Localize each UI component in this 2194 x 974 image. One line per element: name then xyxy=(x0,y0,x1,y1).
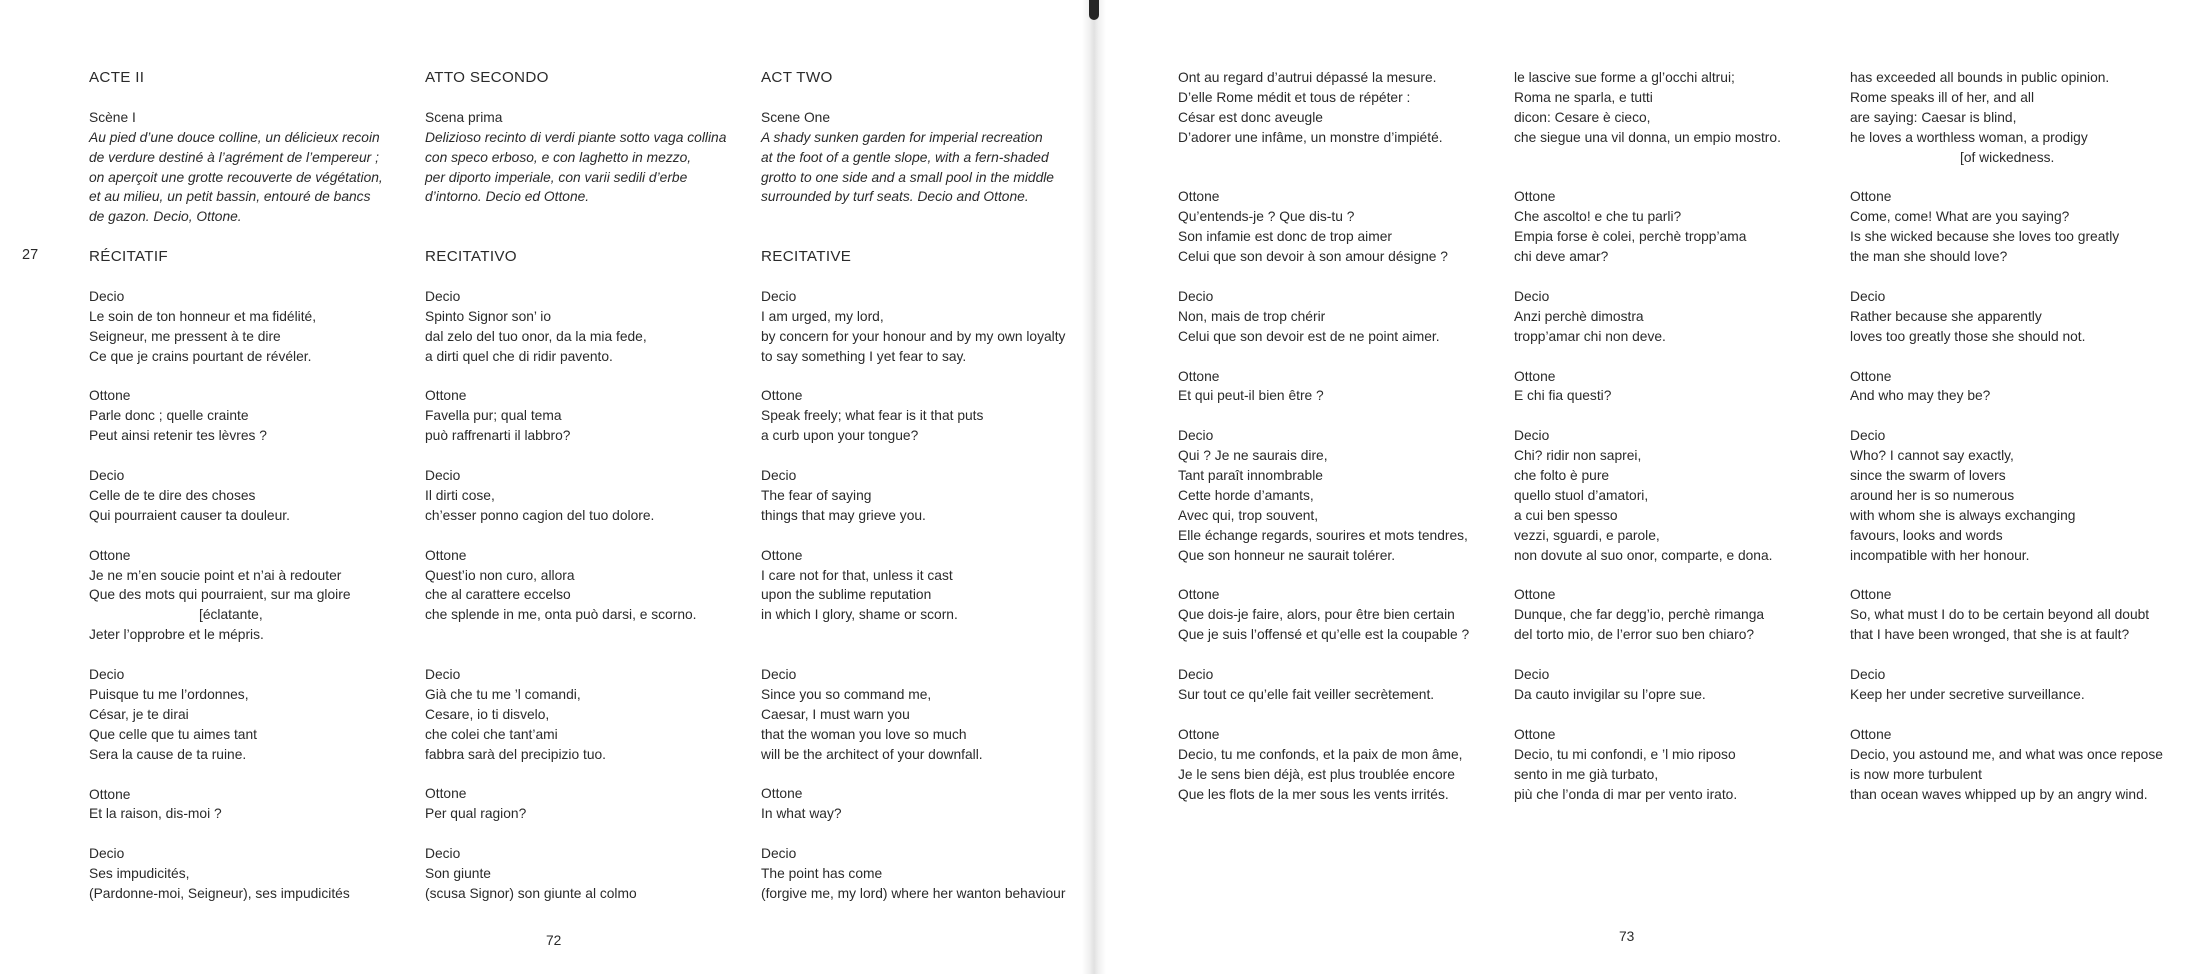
text-line: non dovute al suo onor, comparte, e dona. xyxy=(1514,547,1773,563)
text-line: a dirti quel che di ridir pavento. xyxy=(425,348,613,364)
line-gap xyxy=(1514,566,1854,586)
text-line: Scena prima xyxy=(425,109,503,125)
line-gap xyxy=(761,526,1090,546)
text-line: Ottone xyxy=(761,786,803,802)
text-line: Scène I xyxy=(89,109,136,125)
text-line: So, what must I do to be certain beyond all doubt xyxy=(1850,607,2150,623)
text-line: Ottone xyxy=(89,547,131,563)
text-line: at the foot of a gentle slope, with a fern-shaded xyxy=(761,149,1049,165)
text-line: Is she wicked because she loves too greatly xyxy=(1850,229,2120,245)
text-line: I care not for that, unless it cast xyxy=(761,567,953,583)
text-line: Delizioso recinto di verdi piante sotto vaga collina xyxy=(425,129,727,145)
text-line: he loves a worthless woman, a prodigy xyxy=(1850,129,2088,145)
text-line: to say something I yet fear to say. xyxy=(761,348,967,364)
text-line: con speco erboso, e con laghetto in mezzo, xyxy=(425,149,692,165)
line-gap xyxy=(1178,168,1518,188)
line-gap xyxy=(89,267,429,287)
text-line: [éclatante, xyxy=(199,607,263,623)
line-gap xyxy=(425,446,765,466)
text-line: sento in me già turbato, xyxy=(1514,766,1659,782)
text-line: dal zelo del tuo onor, da la mia fede, xyxy=(425,328,647,344)
section-heading: ACT TWO xyxy=(761,69,833,86)
line-gap xyxy=(89,526,429,546)
text-line: The fear of saying xyxy=(761,487,872,503)
text-line: that I have been wronged, that she is at fault? xyxy=(1850,627,2130,643)
line-gap xyxy=(761,267,1090,287)
text-line: ch’esser ponno cagion del tuo dolore. xyxy=(425,507,655,523)
line-gap xyxy=(425,88,765,108)
line-gap xyxy=(1514,148,1854,168)
text-line: Puisque tu me l’ordonnes, xyxy=(89,686,249,702)
text-line: Ottone xyxy=(1850,587,1892,603)
text-line: Ottone xyxy=(89,786,131,802)
text-line: Que les flots de la mer sous les vents irrités. xyxy=(1178,786,1449,802)
text-line: César, je te dirai xyxy=(89,706,189,722)
text-line: Che ascolto! e che tu parli? xyxy=(1514,209,1682,225)
text-line: Qui ? Je ne saurais dire, xyxy=(1178,448,1328,464)
line-gap xyxy=(761,625,1090,645)
text-line: Per qual ragion? xyxy=(425,806,527,822)
text-line: (forgive me, my lord) where her wanton behaviour xyxy=(761,885,1066,901)
line-gap xyxy=(425,765,765,785)
text-line: Empia forse è colei, perchè tropp’ama xyxy=(1514,229,1747,245)
text-line: the man she should love? xyxy=(1850,249,2008,265)
text-line: Tant paraît innombrable xyxy=(1178,468,1323,484)
text-line: Qu’entends-je ? Que dis-tu ? xyxy=(1178,209,1355,225)
line-gap xyxy=(1178,645,1518,665)
line-gap xyxy=(89,446,429,466)
text-line: Decio xyxy=(1514,667,1550,683)
line-gap xyxy=(761,824,1090,844)
text-line: Decio xyxy=(761,288,797,304)
text-line: Avec qui, trop souvent, xyxy=(1178,507,1319,523)
text-line: Decio xyxy=(1850,288,1886,304)
text-line: Ottone xyxy=(1850,368,1892,384)
left-page xyxy=(0,0,1090,974)
italian-column xyxy=(425,68,765,904)
text-line: de verdure destiné à l’agrément de l’empereur ; xyxy=(89,149,379,165)
text-line: D’adorer une infâme, un monstre d’impiété. xyxy=(1178,129,1443,145)
text-line: più che l’onda di mar per vento irato. xyxy=(1514,786,1738,802)
english-column xyxy=(761,68,1090,904)
italian-column xyxy=(1514,68,1854,804)
text-line: Rather because she apparently xyxy=(1850,308,2042,324)
track-number: 27 xyxy=(22,247,39,263)
text-line: può raffrenarti il labbro? xyxy=(425,428,571,444)
text-line: Decio xyxy=(89,288,125,304)
text-line: [of wickedness. xyxy=(1960,149,2055,165)
text-line: Favella pur; qual tema xyxy=(425,408,562,424)
text-line: in which I glory, shame or scorn. xyxy=(761,607,958,623)
text-line: The point has come xyxy=(761,866,883,882)
text-line: surrounded by turf seats. Decio and Ottone. xyxy=(761,189,1029,205)
text-line: D’elle Rome médit et tous de répéter : xyxy=(1178,89,1411,105)
text-line: Ottone xyxy=(1514,368,1556,384)
line-gap xyxy=(1850,406,2190,426)
text-line: d’intorno. Decio ed Ottone. xyxy=(425,189,590,205)
text-line: Rome speaks ill of her, and all xyxy=(1850,89,2035,105)
text-line: will be the architect of your downfall. xyxy=(761,746,983,762)
text-line: Decio xyxy=(1178,288,1214,304)
text-line: Decio xyxy=(1178,428,1214,444)
text-line: Who? I cannot say exactly, xyxy=(1850,448,2014,464)
line-gap xyxy=(1514,267,1854,287)
line-gap xyxy=(1514,406,1854,426)
text-line: quello stuol d’amatori, xyxy=(1514,487,1649,503)
text-line: fabbra sarà del precipizio tuo. xyxy=(425,746,606,762)
line-gap xyxy=(1178,347,1518,367)
text-line: (Pardonne-moi, Seigneur), ses impudicités xyxy=(89,886,350,902)
text-line: Qui pourraient causer ta douleur. xyxy=(89,507,290,523)
text-line: Ottone xyxy=(761,547,803,563)
line-gap xyxy=(425,645,765,665)
text-line: has exceeded all bounds in public opinion. xyxy=(1850,70,2110,85)
line-gap xyxy=(1514,705,1854,725)
page-number: 73 xyxy=(1619,929,1635,944)
text-line: Je ne m’en soucie point et n’ai à redouter xyxy=(89,567,342,583)
text-line: Ce que je crains pourtant de révéler. xyxy=(89,348,312,364)
text-line: In what way? xyxy=(761,806,842,822)
line-gap xyxy=(89,824,429,844)
line-gap xyxy=(425,824,765,844)
text-line: Que dois-je faire, alors, pour être bien certain xyxy=(1178,607,1455,623)
line-gap xyxy=(425,267,765,287)
text-line: vezzi, sguardi, e parole, xyxy=(1514,527,1660,543)
text-line: Elle échange regards, sourires et mots tendres, xyxy=(1178,527,1468,543)
line-gap xyxy=(425,625,765,645)
text-line: favours, looks and words xyxy=(1850,527,2003,543)
text-line: Son giunte xyxy=(425,866,491,882)
text-line: Since you so command me, xyxy=(761,686,932,702)
text-line: Decio, you astound me, and what was once repose xyxy=(1850,746,2163,762)
text-line: on aperçoit une grotte recouverte de végétation, xyxy=(89,169,383,185)
text-line: tropp’amar chi non deve. xyxy=(1514,328,1666,344)
line-gap xyxy=(761,446,1090,466)
line-gap xyxy=(1178,148,1518,168)
binding-mark xyxy=(1089,0,1099,20)
text-line: Seigneur, me pressent à te dire xyxy=(89,328,281,344)
line-gap xyxy=(1178,566,1518,586)
text-line: Roma ne sparla, e tutti xyxy=(1514,89,1653,105)
line-gap xyxy=(761,765,1090,785)
text-line: Ottone xyxy=(1178,726,1220,742)
text-line: Decio xyxy=(1514,428,1550,444)
text-line: Ottone xyxy=(425,388,467,404)
text-line: Jeter l’opprobre et le mépris. xyxy=(89,627,264,643)
line-gap xyxy=(1850,566,2190,586)
text-line: Cesare, io ti disvelo, xyxy=(425,706,550,722)
text-line: Chi? ridir non saprei, xyxy=(1514,448,1642,464)
section-heading: ACTE II xyxy=(89,69,145,86)
text-line: Et qui peut-il bien être ? xyxy=(1178,388,1324,404)
text-line: things that may grieve you. xyxy=(761,507,926,523)
text-line: Ottone xyxy=(1514,587,1556,603)
line-gap xyxy=(1178,406,1518,426)
text-line: by concern for your honour and by my own loyalty xyxy=(761,328,1066,344)
text-line: A shady sunken garden for imperial recreation xyxy=(761,129,1043,145)
text-line: (scusa Signor) son giunte al colmo xyxy=(425,885,637,901)
line-gap xyxy=(1850,168,2190,188)
text-line: César est donc aveugle xyxy=(1178,109,1323,125)
text-line: Decio xyxy=(89,667,125,683)
text-line: Celle de te dire des choses xyxy=(89,487,256,503)
text-line: a cui ben spesso xyxy=(1514,507,1618,523)
text-line: Ottone xyxy=(761,388,803,404)
text-line: loves too greatly those she should not. xyxy=(1850,328,2086,344)
text-line: Decio xyxy=(761,846,797,862)
section-heading: RECITATIVE xyxy=(761,248,852,266)
text-line: Decio xyxy=(425,667,461,683)
text-line: Decio xyxy=(89,846,125,862)
line-gap xyxy=(425,526,765,546)
text-line: Ont au regard d’autrui dépassé la mesure. xyxy=(1178,70,1437,85)
text-line: Ottone xyxy=(425,786,467,802)
text-line: incompatible with her honour. xyxy=(1850,547,2030,563)
text-line: che siegue una vil donna, un empio mostro. xyxy=(1514,129,1781,145)
text-line: Decio xyxy=(1850,428,1886,444)
line-gap xyxy=(89,765,429,785)
text-line: since the swarm of lovers xyxy=(1850,468,2006,484)
text-line: Anzi perchè dimostra xyxy=(1514,308,1644,324)
french-column xyxy=(89,68,429,904)
text-line: Celui que son devoir est de ne point aimer. xyxy=(1178,328,1440,344)
line-gap xyxy=(89,88,429,108)
text-line: Decio xyxy=(425,288,461,304)
text-line: Sera la cause de ta ruine. xyxy=(89,746,247,762)
text-line: et au milieu, un petit bassin, entouré de bancs xyxy=(89,189,371,205)
text-line: Decio xyxy=(1178,667,1214,683)
french-column xyxy=(1178,68,1518,804)
text-line: And who may they be? xyxy=(1850,388,1991,404)
text-line: upon the sublime reputation xyxy=(761,587,932,603)
line-gap xyxy=(761,367,1090,387)
text-line: Sur tout ce qu’elle fait veiller secrètement. xyxy=(1178,686,1435,702)
section-heading: ATTO SECONDO xyxy=(425,69,549,86)
text-line: Ses impudicités, xyxy=(89,866,190,882)
text-line: around her is so numerous xyxy=(1850,487,2015,503)
line-gap xyxy=(89,367,429,387)
text-line: Decio xyxy=(761,468,797,484)
line-gap xyxy=(1514,347,1854,367)
text-line: Ottone xyxy=(1178,189,1220,205)
text-line: Ottone xyxy=(1514,189,1556,205)
text-line: Que je suis l’offensé et qu’elle est la coupable ? xyxy=(1178,627,1470,643)
text-line: che colei che tant’ami xyxy=(425,726,558,742)
text-line: Parle donc ; quelle crainte xyxy=(89,408,249,424)
text-line: Le soin de ton honneur et ma fidélité, xyxy=(89,308,317,324)
text-line: Ottone xyxy=(1178,368,1220,384)
text-line: per diporto imperiale, con varii sedili d’erbe xyxy=(425,169,688,185)
line-gap xyxy=(89,645,429,665)
text-line: Decio, tu me confonds, et la paix de mon âme, xyxy=(1178,746,1463,762)
text-line: Dunque, che far degg’io, perchè rimanga xyxy=(1514,607,1765,623)
text-line: a curb upon your tongue? xyxy=(761,428,919,444)
text-line: Peut ainsi retenir tes lèvres ? xyxy=(89,428,267,444)
line-gap xyxy=(89,227,429,247)
english-column xyxy=(1850,68,2190,804)
text-line: Que des mots qui pourraient, sur ma gloire xyxy=(89,587,351,603)
text-line: che folto è pure xyxy=(1514,468,1610,484)
text-line: with whom she is always exchanging xyxy=(1850,507,2076,523)
text-line: Ottone xyxy=(425,547,467,563)
text-line: Il dirti cose, xyxy=(425,487,495,503)
text-line: than ocean waves whipped up by an angry wind. xyxy=(1850,786,2148,802)
line-gap xyxy=(1850,645,2190,665)
text-line: Spinto Signor son’ io xyxy=(425,308,552,324)
text-line: Già che tu me ’l comandi, xyxy=(425,686,581,702)
line-gap xyxy=(1850,267,2190,287)
text-line: E chi fia questi? xyxy=(1514,388,1612,404)
line-gap xyxy=(1178,267,1518,287)
section-heading: RÉCITATIF xyxy=(89,248,168,266)
text-line: che al carattere eccelso xyxy=(425,587,571,603)
text-line: are saying: Caesar is blind, xyxy=(1850,109,2017,125)
text-line: Speak freely; what fear is it that puts xyxy=(761,408,984,424)
text-line: Decio xyxy=(89,468,125,484)
line-gap xyxy=(1514,168,1854,188)
text-line: de gazon. Decio, Ottone. xyxy=(89,209,242,225)
text-line: Au pied d’une douce colline, un délicieux recoin xyxy=(89,129,380,145)
text-line: Ottone xyxy=(89,388,131,404)
text-line: Scene One xyxy=(761,109,831,125)
text-line: le lascive sue forme a gl’occhi altrui; xyxy=(1514,70,1735,85)
text-line: Decio xyxy=(1850,667,1886,683)
text-line: chi deve amar? xyxy=(1514,249,1609,265)
line-gap xyxy=(1178,705,1518,725)
text-line: grotto to one side and a small pool in the middle xyxy=(761,169,1054,185)
line-gap xyxy=(1514,645,1854,665)
text-line: dicon: Cesare è cieco, xyxy=(1514,109,1651,125)
line-gap xyxy=(761,227,1090,247)
text-line: Keep her under secretive surveillance. xyxy=(1850,687,2085,702)
text-line: Son infamie est donc de trop aimer xyxy=(1178,229,1392,245)
text-line: is now more turbulent xyxy=(1850,766,1982,782)
text-line: Caesar, I must warn you xyxy=(761,706,910,722)
section-heading: RECITATIVO xyxy=(425,248,517,266)
line-gap xyxy=(761,645,1090,665)
text-line: Celui que son devoir à son amour désigne ? xyxy=(1178,249,1448,265)
text-line: che splende in me, onta può darsi, e scorno. xyxy=(425,607,697,623)
line-gap xyxy=(1850,347,2190,367)
text-line: Cette horde d’amants, xyxy=(1178,487,1314,503)
text-line: Decio xyxy=(761,667,797,683)
text-line: Je le sens bien déjà, est plus troublée encore xyxy=(1178,766,1455,782)
line-gap xyxy=(425,207,765,227)
text-line: Decio, tu mi confondi, e ’l mio riposo xyxy=(1514,746,1736,762)
text-line: Quest’io non curo, allora xyxy=(425,567,575,583)
text-line: Non, mais de trop chérir xyxy=(1178,308,1326,324)
line-gap xyxy=(425,367,765,387)
text-line: Que celle que tu aimes tant xyxy=(89,726,257,742)
line-gap xyxy=(761,88,1090,108)
text-line: Come, come! What are you saying? xyxy=(1850,209,2070,225)
text-line: Decio xyxy=(425,468,461,484)
text-line: Ottone xyxy=(1178,587,1220,603)
text-line: Que son honneur ne saurait tolérer. xyxy=(1178,547,1396,563)
text-line: Decio xyxy=(1514,288,1550,304)
right-page xyxy=(1090,0,2194,974)
text-line: Ottone xyxy=(1850,726,1892,742)
text-line: I am urged, my lord, xyxy=(761,308,884,324)
line-gap xyxy=(425,227,765,247)
page-number: 72 xyxy=(546,933,562,948)
book-gutter xyxy=(1082,0,1106,974)
text-line: del torto mio, de l’error suo ben chiaro? xyxy=(1514,627,1755,643)
text-line: Decio xyxy=(425,846,461,862)
line-gap xyxy=(1850,705,2190,725)
text-line: Et la raison, dis-moi ? xyxy=(89,806,222,822)
text-line: Ottone xyxy=(1514,726,1556,742)
text-line: that the woman you love so much xyxy=(761,726,967,742)
text-line: Da cauto invigilar su l’opre sue. xyxy=(1514,686,1706,702)
line-gap xyxy=(761,207,1090,227)
text-line: Ottone xyxy=(1850,189,1892,205)
